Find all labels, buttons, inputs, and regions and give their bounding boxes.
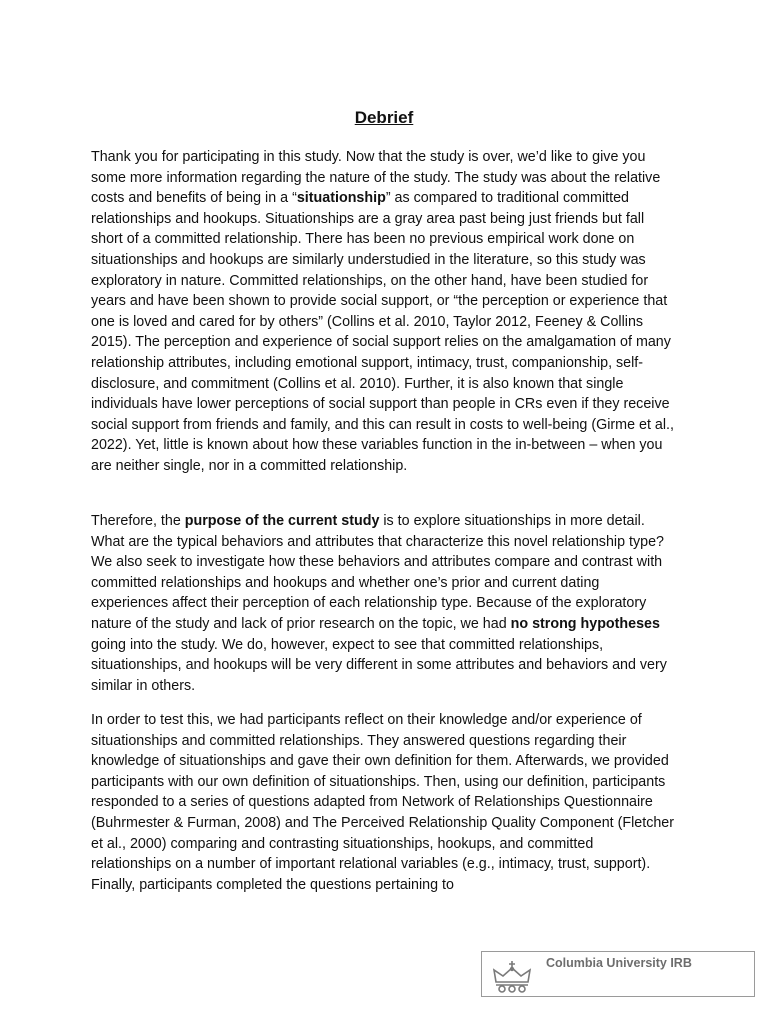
document-title: Debrief — [354, 108, 414, 127]
bold-term: situationship — [296, 190, 386, 207]
body-paragraph — [91, 710, 677, 895]
body-paragraph — [91, 147, 677, 477]
text-segment: ” as compared to traditional committed relationships and hookups. Situationships are a gray area past being just friends but fall short of a committed relationship. There has been no previous empirical work done on situationships and hookups are similarly understudied in the literature, so this study was exploratory in nature. Committed relationships, on the other hand, have been studied for years and have been shown to provide social support, or “the perception or experience that one is loved and cared for by others” (Collins et al. 2010, Taylor 2012, Feeney & Collins 2015). The perception and experience of social support relies on the amalgamation of many relationship attributes, including emotional support, intimacy, trust, companionship, self-disclosure, and commitment (Collins et al. 2010). Further, it is also known that single individuals have lower perceptions of social support than people in CRs even if they receive social support from friends and family, and this can result in costs to well-being (Girme et al., 2022). Yet, little is known about how these variables function in the in-between – when you are neither single, nor in a committed relationship. — [91, 190, 674, 474]
crown-icon — [490, 958, 534, 994]
text-segment: is to explore situationships in more detail. What are the typical behaviors and attributes that characterize this novel relationship type? We also seek to investigate how these behaviors and attributes compare and contrast with committed relationships and hookups and whether one’s prior and current dating experiences affect their perception of each relationship type. Because of the exploratory nature of the study and lack of prior research on the topic, we had — [91, 513, 664, 632]
bold-term: purpose of the current study — [184, 513, 380, 529]
irb-footer-box — [481, 951, 755, 997]
irb-label: Columbia University IRB — [546, 956, 692, 970]
text-segment: In order to test this, we had participants reflect on their knowledge and/or experience of situationships and committed relationships. They answered questions regarding their knowledge of situationships and gave their own definition for them. Afterwards, we provided participants with our own definition of situationships. Then, using our definition, participants responded to a series of questions adapted from Network of Relationships Questionnaire (Buhrmester & Furman, 2008) and The Perceived Relationship Quality Component (Fletcher et al., 2000) comparing and contrasting situationships, hookups, and committed relationships on a number of important relational variables (e.g., intimacy, trust, support). Finally, participants completed the questions pertaining to — [91, 712, 675, 893]
text-segment: going into the study. We do, however, expect to see that committed relationships, situationships, and hookups will be very different in some attributes and behaviors and very similar in others. — [91, 636, 667, 694]
bold-term: no strong hypotheses — [510, 615, 660, 632]
text-segment: Therefore, the — [91, 513, 185, 529]
body-paragraph — [91, 511, 677, 696]
text-segment: Thank you for participating in this study. Now that the study is over, we’d like to give you some more information regarding the nature of the study. The study was about the relative costs and benefits of being in a “ — [91, 149, 661, 207]
